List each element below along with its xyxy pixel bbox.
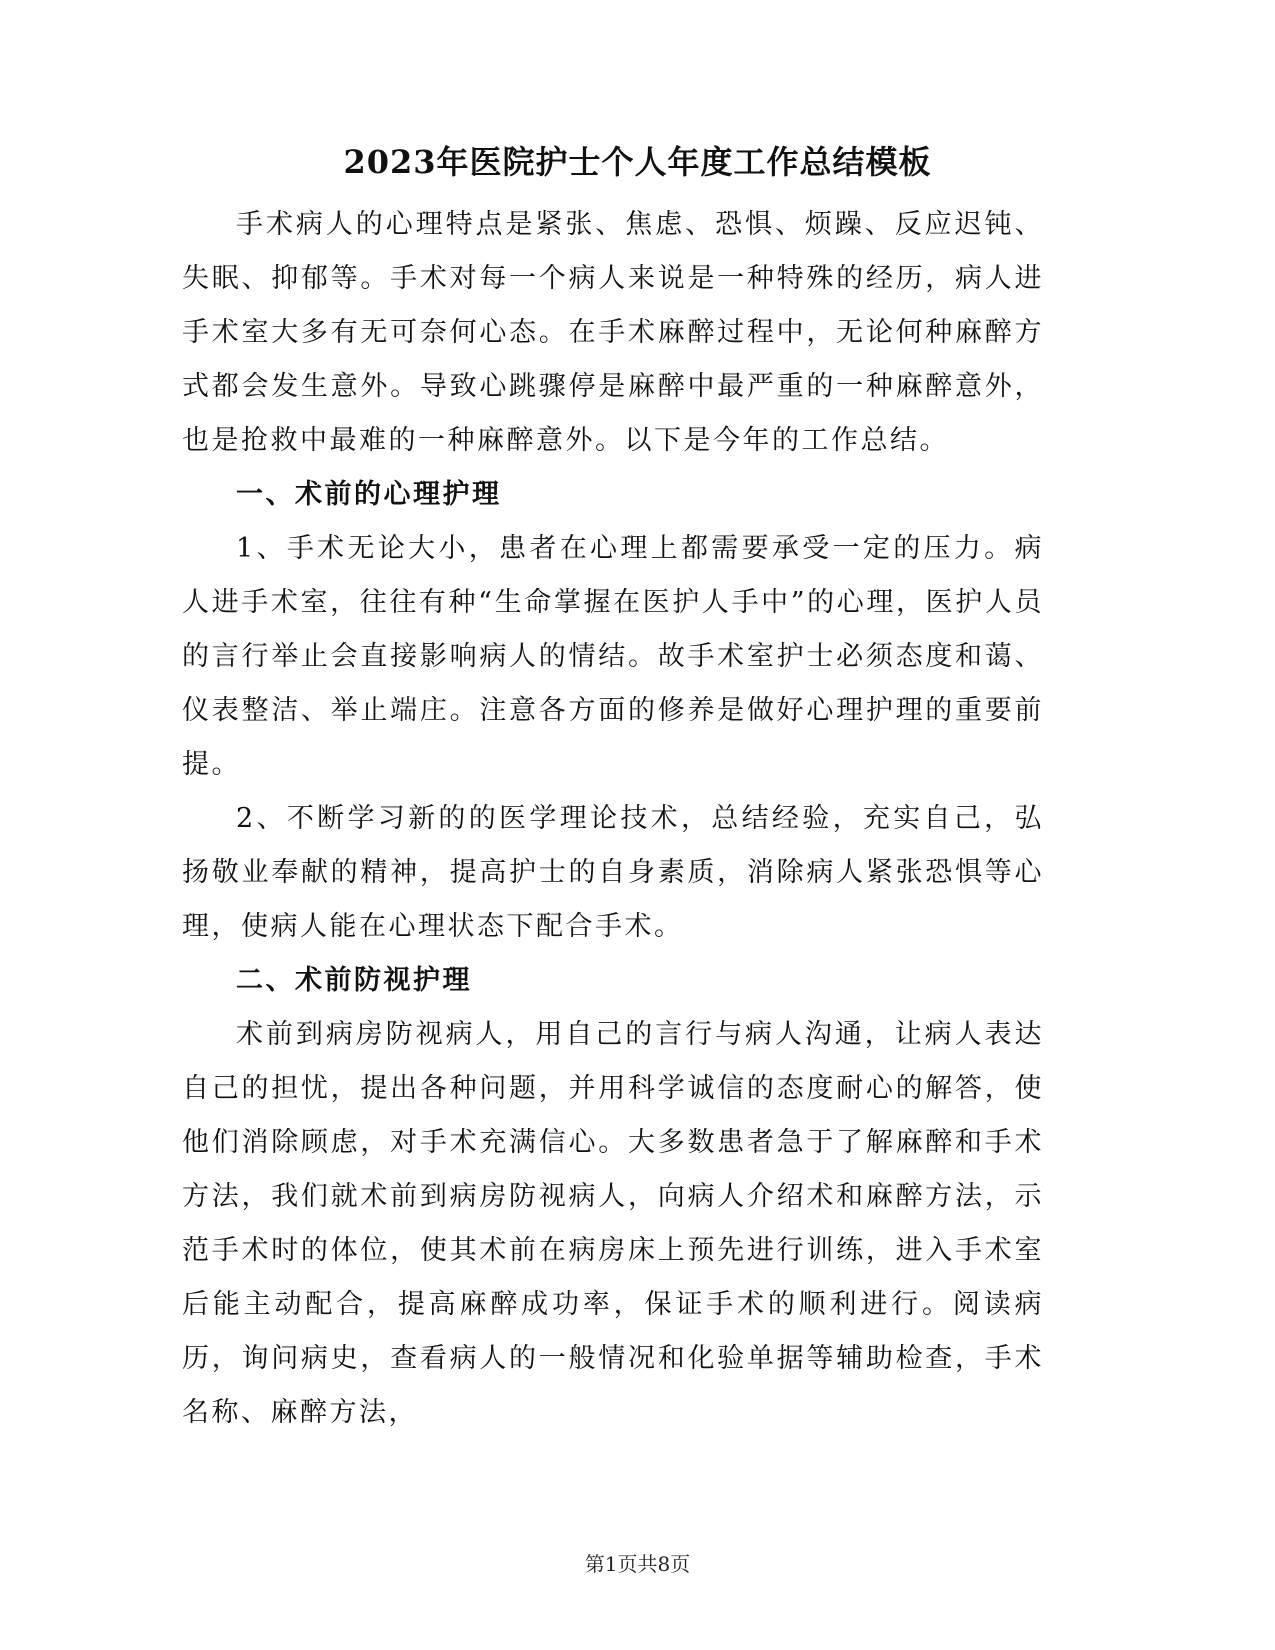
section-2-heading: 二、术前防视护理 [236,965,472,996]
section-1-heading: 一、术前的心理护理 [236,479,502,510]
section-1-paragraph-2: 2、不断学习新的的医学理论技术，总结经验，充实自己，弘扬敬业奉献的精神，提高护士的自身素质，消除病人紧张恐惧等心理，使病人能在心理状态下配合手术。 [182,803,1044,942]
page-footer: 第1页共8页 [584,1552,691,1576]
document-body [182,198,1044,1440]
document-title: 2023年医院护士个人年度工作总结模板 [343,143,932,181]
intro-paragraph: 手术病人的心理特点是紧张、焦虑、恐惧、烦躁、反应迟钝、失眠、抑郁等。手术对每一个病人来说是一种特殊的经历，病人进手术室大多有无可奈何心态。在手术麻醉过程中，无论何种麻醉方式都会发生意外。导致心跳骤停是麻醉中最严重的一种麻醉意外，也是抢救中最难的一种麻醉意外。以下是今年的工作总结。 [182,209,1044,456]
section-2-paragraph-1: 术前到病房防视病人，用自己的言行与病人沟通，让病人表达自己的担忧，提出各种问题，并用科学诚信的态度耐心的解答，使他们消除顾虑，对手术充满信心。大多数患者急于了解麻醉和手术方法，我们就术前到病房防视病人，向病人介绍术和麻醉方法，示范手术时的体位，使其术前在病房床上预先进行训练，进入手术室后能主动配合，提高麻醉成功率，保证手术的顺利进行。阅读病历，询问病史，查看病人的一般情况和化验单据等辅助检查，手术名称、麻醉方法， [182,1019,1044,1428]
section-1-paragraph-1: 1、手术无论大小，患者在心理上都需要承受一定的压力。病人进手术室，往往有种“生命掌握在医护人手中”的心理，医护人员的言行举止会直接影响病人的情结。故手术室护士必须态度和蔼、仪表整洁、举止端庄。注意各方面的修养是做好心理护理的重要前提。 [182,533,1044,780]
